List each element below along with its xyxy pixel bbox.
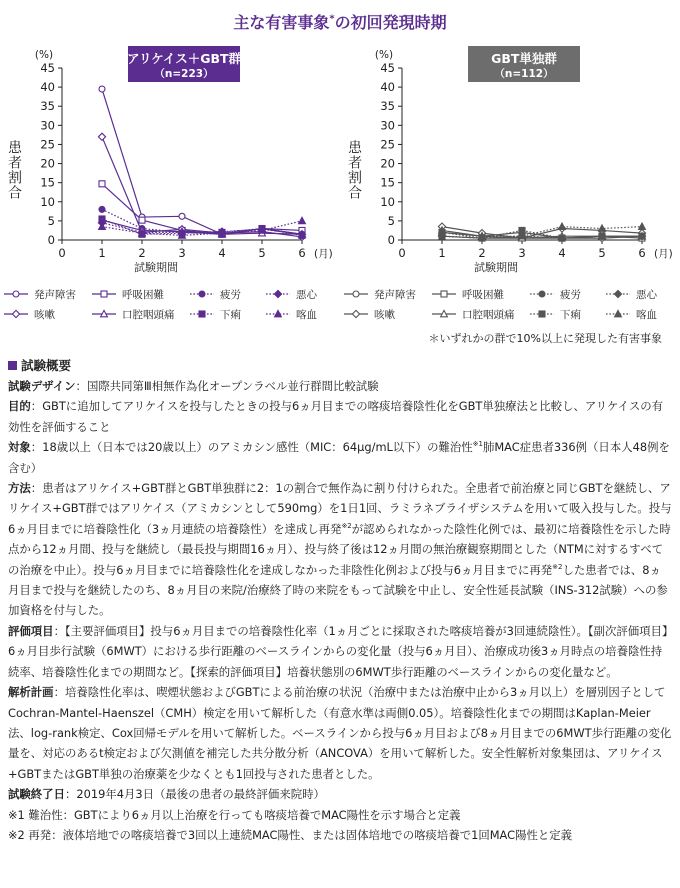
legend-marker — [199, 291, 205, 297]
x-tick-label: 1 — [98, 246, 106, 260]
series-5 — [438, 223, 645, 242]
legend-label: 呼吸困難 — [462, 289, 504, 301]
paragraph — [8, 805, 672, 825]
paragraph-label: 方法 — [8, 481, 31, 496]
x-axis-label: 試験期間 — [134, 261, 178, 274]
data-point — [99, 206, 105, 212]
label-separator: ： — [64, 787, 77, 802]
y-tick-label: 10 — [380, 194, 395, 209]
legend-label: 咳嗽 — [34, 309, 55, 321]
x-unit-label: (月) — [314, 248, 333, 260]
legend-item — [266, 289, 317, 301]
y-tick-label: 15 — [380, 175, 395, 190]
x-tick-label: 6 — [298, 246, 306, 260]
chart-title: GBT単独群 — [491, 51, 557, 66]
y-tick-label: 25 — [380, 137, 395, 152]
x-tick-label: 5 — [258, 246, 266, 260]
legend-label: 口腔咽頭痛 — [462, 309, 515, 321]
legend-item — [432, 308, 515, 321]
series-line — [102, 89, 302, 234]
legend-label: 喀血 — [636, 309, 657, 321]
paragraph — [8, 825, 672, 845]
legend-label: 口腔咽頭痛 — [122, 309, 175, 321]
y-tick-label: 5 — [47, 213, 55, 228]
y-tick-label: 10 — [40, 194, 55, 209]
data-point — [639, 233, 645, 239]
legend-label: 呼吸困難 — [122, 289, 164, 301]
paragraph-label: 試験終了日 — [8, 787, 65, 802]
series-2 — [99, 181, 305, 237]
label-separator: ： — [30, 440, 43, 455]
paragraph-text: 国際共同第Ⅲ相無作為化オープンラベル並行群間比較試験 — [86, 379, 379, 393]
chart-subtitle: （n=223） — [154, 68, 214, 80]
y-tick-label: 35 — [40, 99, 55, 114]
y-tick-label: 0 — [47, 233, 55, 247]
y-tick-label: 45 — [40, 61, 55, 75]
legend-marker — [539, 311, 545, 317]
legend-item — [344, 308, 395, 321]
data-point — [179, 213, 185, 219]
study-overview-text — [8, 376, 672, 845]
y-tick-label: 45 — [380, 61, 395, 75]
legend-label: 発声障害 — [34, 289, 76, 301]
paragraph-text: 【主要評価項目】投与6ヵ月目までの培養陰性化率（1ヵ月ごとに採取された喀痰培養が3回連続陰性）。【副次評価項目】6ヵ月目歩行試験（6MWT）における歩行距離のベースラインからの変化量（投与6ヵ月目）、治療成功後3ヵ月時点の培養陰性持続率、培養陰性化までの期間など。【探索的評価項目】培養状態別の6MWT歩行距離のベースラインからの変化量など。 — [8, 623, 668, 679]
paragraph-label: 試験デザイン — [8, 379, 76, 393]
legend-item — [92, 288, 164, 301]
legend-label: 発声障害 — [374, 289, 416, 301]
paragraph-label: 評価項目 — [8, 623, 54, 638]
paragraph-text: 18歳以上（日本では20歳以上）のアミカシン感性（MIC：64μg/mL以下）の難治性 — [42, 440, 473, 455]
y-tick-label: 0 — [387, 233, 395, 247]
x-tick-label: 3 — [518, 246, 526, 260]
y-unit-label: (%) — [34, 49, 54, 61]
paragraph-text: ※2 再発：液体培地での喀痰培養で3回以上連続MAC陽性、または固体培地での喀痰培養で1回MAC陽性と定義 — [8, 827, 573, 842]
legend-label: 疲労 — [220, 289, 241, 301]
legend-marker — [353, 291, 359, 297]
legend-label: 咳嗽 — [374, 309, 395, 321]
legend-item — [92, 308, 175, 321]
paragraph — [8, 682, 672, 784]
legend-marker — [12, 310, 19, 317]
legend-label: 喀血 — [296, 309, 317, 321]
paragraph — [8, 478, 672, 621]
x-tick-label: 0 — [398, 246, 406, 260]
data-point — [139, 217, 145, 223]
x-tick-label: 3 — [178, 246, 186, 260]
paragraph-text: が認められなかった陰性化例では、最初に培養陰性を示した時点から12ヵ月間、投与を継続し（最長投与期間16ヵ月）、投与終了後は12ヵ月間の無治療観察期間とした（NTMに対するすべての治療を中止）。投与6ヵ月目までに培養陰性化を達成しなかった非陰性化例および投与6ヵ月目までに再発 — [8, 521, 671, 577]
legend-item — [344, 288, 416, 301]
legend-label: 悪心 — [636, 289, 657, 301]
paragraph-text: 培養陰性化率は、喫煙状態およびGBTによる前治療の状況（治療中または治療中止から3ヵ月以上）を層別因子としてCochran-Mantel-Haenszel（CMH）検定を用いて解析した（有意水準は両側0.05）。培養陰性化までの期間はKaplan-Meier法、log-rank検定、Cox回帰モデルを用いて解析した。ベースラインから投与6ヵ月目および8ヵ月目までの6MWT歩行距離の変化量を、対応のあるt検定および欠測値を補完した共分散分析（ANCOVA）を用いて解析した。安全性解析対象集団は、アリケイス+GBTまたはGBT単独の治療薬を少なくとも1回投与された患者とした。 — [8, 685, 672, 781]
legend-marker — [13, 291, 19, 297]
y-tick-label: 40 — [40, 80, 55, 95]
chart-title: アリケイス＋GBT群 — [126, 51, 242, 66]
x-unit-label: (月) — [654, 248, 673, 260]
paragraph — [8, 376, 672, 396]
paragraph-label: 解析計画 — [8, 685, 54, 700]
legend-item — [432, 288, 504, 301]
footnote-marker: ※2 — [552, 562, 563, 571]
data-point — [99, 216, 105, 222]
series-6 — [99, 217, 306, 238]
legend-label: 下痢 — [560, 309, 581, 321]
y-unit-label: (%) — [374, 49, 394, 61]
data-point — [299, 232, 305, 238]
page-title — [0, 10, 680, 33]
chart-gbt-only — [340, 44, 680, 334]
legend-marker — [274, 290, 281, 297]
x-tick-label: 4 — [558, 246, 566, 260]
legend-marker — [352, 310, 359, 317]
footnote-marker: ※1 — [472, 440, 483, 449]
y-tick-label: 30 — [380, 118, 395, 133]
x-tick-label: 2 — [138, 246, 146, 260]
data-point — [99, 86, 105, 92]
data-point — [99, 181, 105, 187]
legend-item — [4, 288, 76, 301]
x-tick-label: 0 — [58, 246, 66, 260]
paragraph — [8, 396, 672, 437]
paragraph-label: 目的 — [8, 399, 31, 414]
series-1 — [99, 86, 305, 237]
label-separator: ： — [53, 623, 65, 638]
legend-label: 下痢 — [220, 309, 241, 321]
paragraph-text: GBTに追加してアリケイスを投与したときの投与6ヵ月目までの喀痰培養陰性化をGBT単独療法と比較し、アリケイスの有効性を評価すること — [8, 399, 663, 434]
legend-marker — [101, 291, 107, 297]
data-point — [559, 235, 565, 241]
paragraph-text: ※1 難治性：GBTにより6ヵ月以上治療を行っても喀痰培養でMAC陽性を示す場合と定義 — [8, 807, 461, 822]
legend-item — [266, 308, 317, 321]
section-title: 試験概要 — [21, 358, 72, 373]
data-point — [599, 233, 605, 239]
title-mark: * — [329, 13, 335, 25]
legend-item — [530, 309, 581, 321]
y-tick-label: 5 — [387, 213, 395, 228]
legend-label: 悪心 — [296, 289, 317, 301]
x-tick-label: 6 — [638, 246, 646, 260]
legend-item — [190, 309, 241, 321]
title-main: 主な有害事象 — [233, 13, 330, 32]
square-bullet-icon — [8, 361, 17, 370]
label-separator: ： — [30, 399, 43, 414]
series-5 — [98, 133, 305, 240]
paragraph-text: 患者はアリケイス+GBT群とGBT単独群に2：1の割合で無作為に割り付けられた。全患者で前治療と同じGBTを継続し、アリケイス+GBT群ではアリケイス（アミカシンとして590mg）を1日1回、ラミラネブライザシステムを用いて吸入投与した。投与6ヵ月目までに培養陰性化（3ヵ月連続の培養陰性）を達成し再発 — [8, 481, 672, 536]
section-heading — [8, 356, 71, 374]
label-separator: ： — [30, 481, 43, 496]
y-tick-label: 20 — [40, 156, 55, 171]
legend-item — [190, 288, 241, 301]
y-tick-label: 40 — [380, 80, 395, 95]
y-tick-label: 25 — [40, 137, 55, 152]
legend-marker — [199, 311, 205, 317]
x-tick-label: 5 — [598, 246, 606, 260]
x-tick-label: 2 — [478, 246, 486, 260]
legend-marker — [441, 291, 447, 297]
y-tick-label: 35 — [380, 99, 395, 114]
paragraph-text: 2019年4月3日（最後の患者の最終評価来院時） — [76, 787, 325, 802]
footnote-marker: ※2 — [341, 522, 352, 531]
paragraph-text: 肺MAC症患者336例（日本人48例を含む） — [8, 440, 670, 475]
y-tick-label: 20 — [380, 156, 395, 171]
paragraph-text: した患者では、8ヵ月目まで投与を継続したのち、8ヵ月目の来院/治療終了時の来院をもって試験を中止し、安全性延長試験（INS-312試験）への参加資格を付与した。 — [8, 562, 668, 618]
label-separator: ： — [53, 685, 65, 700]
y-tick-label: 15 — [40, 175, 55, 190]
legend-item — [530, 288, 581, 301]
legend-item — [4, 308, 55, 321]
chart-subtitle: （n=112） — [494, 68, 554, 80]
legend-marker — [539, 291, 545, 297]
paragraph — [8, 784, 672, 804]
x-tick-label: 4 — [218, 246, 226, 260]
chart-arikayce-gbt — [0, 44, 340, 334]
y-tick-label: 30 — [40, 118, 55, 133]
x-axis-label: 試験期間 — [474, 261, 518, 274]
y-axis-label: 患者割合 — [346, 140, 362, 200]
paragraph — [8, 621, 672, 682]
legend-item — [606, 289, 657, 301]
paragraph — [8, 437, 672, 478]
legend-item — [606, 308, 657, 321]
y-axis-label: 患者割合 — [6, 140, 22, 200]
title-rest: の初回発現時期 — [334, 13, 447, 32]
label-separator: ： — [75, 379, 87, 393]
paragraph-label: 対象 — [8, 440, 31, 455]
legend-label: 疲労 — [560, 289, 581, 301]
data-point — [299, 217, 306, 223]
data-point — [98, 133, 105, 140]
data-point — [639, 223, 646, 229]
x-tick-label: 1 — [438, 246, 446, 260]
footnote: ＊いずれかの群で10%以上に発現した有害事象 — [428, 332, 662, 345]
legend-marker — [614, 290, 621, 297]
